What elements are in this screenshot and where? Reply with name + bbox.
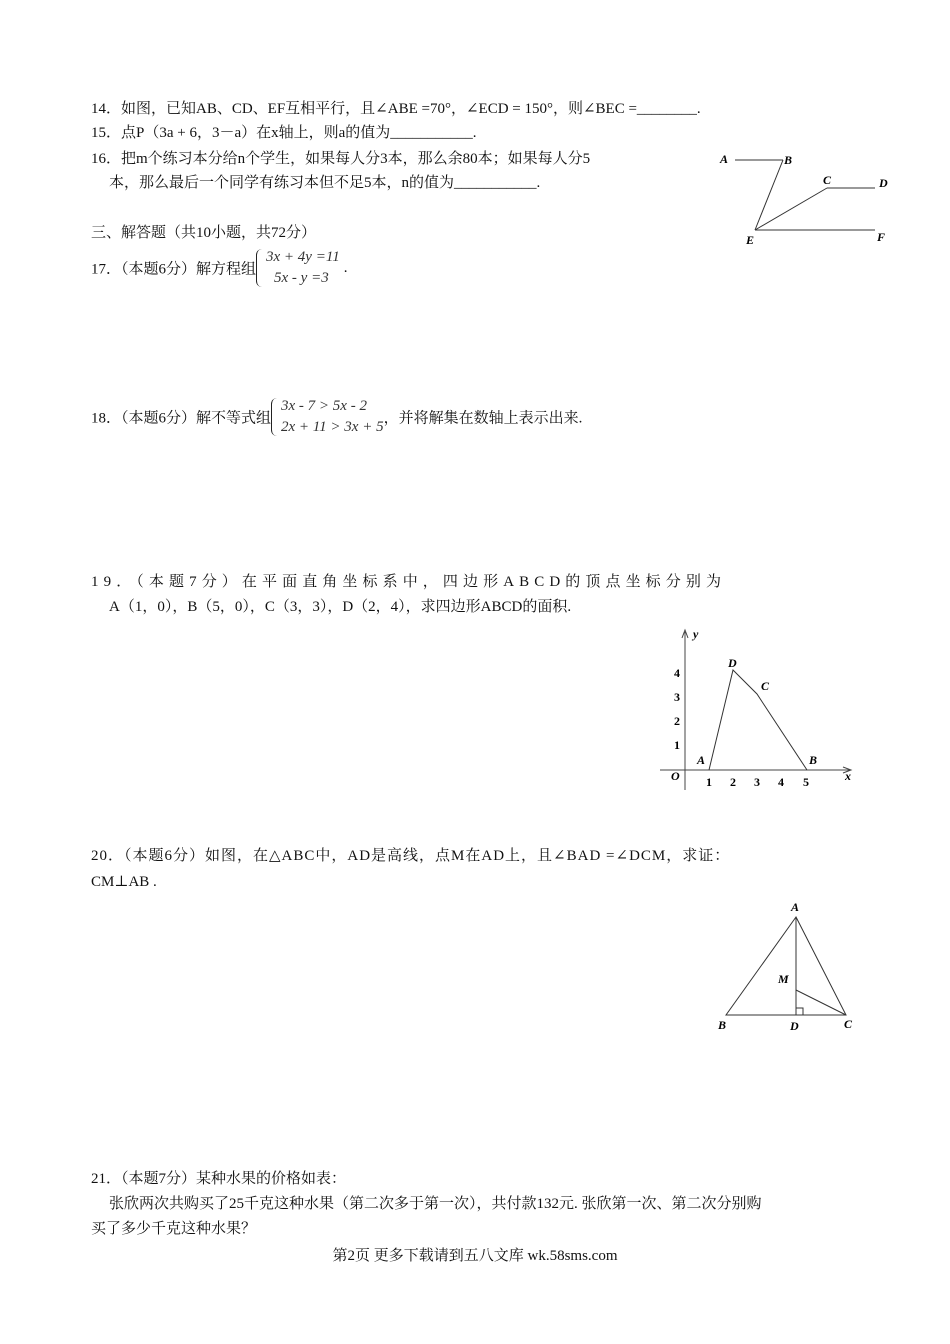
- coordinate-figure: [655, 622, 860, 797]
- label-f: F: [877, 230, 886, 244]
- question-21-line-1: 21．（本题7分）某种水果的价格如表：: [91, 1171, 347, 1187]
- inequality-system: [271, 396, 384, 438]
- point-label-b: B: [809, 753, 818, 767]
- x-tick-2: 2: [730, 775, 736, 789]
- axis-label-y: y: [693, 627, 699, 641]
- triangle-abc: [726, 917, 846, 1015]
- section-3-heading: 三、解答题（共10小题，共72分）: [91, 225, 317, 241]
- page-footer: 第2页 更多下载请到五八文库 wk.58sms.com: [332, 1248, 618, 1264]
- label-c: C: [823, 173, 832, 187]
- point-label-d: D: [728, 656, 737, 670]
- origin-label: O: [671, 769, 680, 783]
- vertex-label-c: C: [844, 1017, 853, 1031]
- vertex-label-a: A: [791, 900, 800, 914]
- x-tick-1: 1: [706, 775, 712, 789]
- y-tick-1: 1: [674, 738, 680, 752]
- triangle-figure: [710, 895, 865, 1040]
- question-17-prefix: 17．（本题6分）解方程组: [91, 261, 257, 278]
- equation-2: 5x - y =3: [274, 270, 329, 286]
- y-tick-4: 4: [674, 666, 680, 680]
- x-tick-5: 5: [803, 775, 809, 789]
- segment-be: [755, 160, 783, 230]
- label-b: B: [784, 153, 793, 167]
- question-20-line-2: CM⊥AB .: [91, 874, 157, 890]
- question-18-prefix: 18．（本题6分）解不等式组: [91, 410, 272, 427]
- y-tick-2: 2: [674, 714, 680, 728]
- question-15: 15．点P（3a + 6，3－a）在x轴上，则a的值为___________.: [91, 125, 477, 141]
- segment-ec: [755, 188, 827, 230]
- quadrilateral-abcd: [709, 670, 807, 770]
- point-label-m: M: [778, 972, 789, 986]
- label-e: E: [746, 233, 755, 247]
- right-angle-mark: [796, 1008, 803, 1015]
- question-19-line-2: A（1，0），B（5，0），C（3，3），D（2，4），求四边形ABCD的面积.: [109, 599, 572, 615]
- question-17-suffix: .: [343, 259, 348, 276]
- equation-system: [256, 247, 340, 289]
- point-label-c: C: [761, 679, 770, 693]
- question-18: [91, 396, 582, 438]
- question-14: 14．如图，已知AB、CD、EF互相平行，且∠ABE =70°，∠ECD = 150°，则∠BEC =________.: [91, 101, 701, 117]
- question-21-line-3: 买了多少千克这种水果？: [91, 1221, 257, 1237]
- vertex-label-b: B: [718, 1018, 727, 1032]
- point-label-a: A: [697, 753, 706, 767]
- foot-label-d: D: [790, 1019, 799, 1033]
- question-17: [91, 247, 347, 289]
- label-a: A: [720, 152, 729, 166]
- inequality-2: 2x + 11 > 3x + 5: [281, 419, 384, 435]
- label-d: D: [879, 176, 888, 190]
- axis-label-x: x: [845, 769, 851, 783]
- question-18-suffix: ，并将解集在数轴上表示出来.: [383, 410, 583, 427]
- y-tick-3: 3: [674, 690, 680, 704]
- question-16-line-1: 16．把m个练习本分给n个学生，如果每人分3本，那么余80本；如果每人分5: [91, 151, 591, 167]
- question-20-line-1: 20．（本题6分）如图，在△ABC中，AD是高线，点M在AD上，且∠BAD =∠DCM，求证：: [91, 848, 731, 864]
- x-tick-4: 4: [778, 775, 784, 789]
- equation-1: 3x + 4y =11: [266, 249, 340, 265]
- x-tick-3: 3: [754, 775, 760, 789]
- question-19-line-1: 19．（本题7分）在平面直角坐标系中，四边形ABCD的顶点坐标分别为: [91, 574, 727, 590]
- question-16-line-2: 本，那么最后一个同学有练习本但不足5本，n的值为___________.: [109, 175, 541, 191]
- question-21-line-2: 张欣两次共购买了25千克这种水果（第二次多于第一次），共付款132元. 张欣第一次、第二次分别购: [109, 1196, 762, 1212]
- parallel-lines-figure: [715, 150, 895, 250]
- inequality-1: 3x - 7 > 5x - 2: [281, 398, 367, 414]
